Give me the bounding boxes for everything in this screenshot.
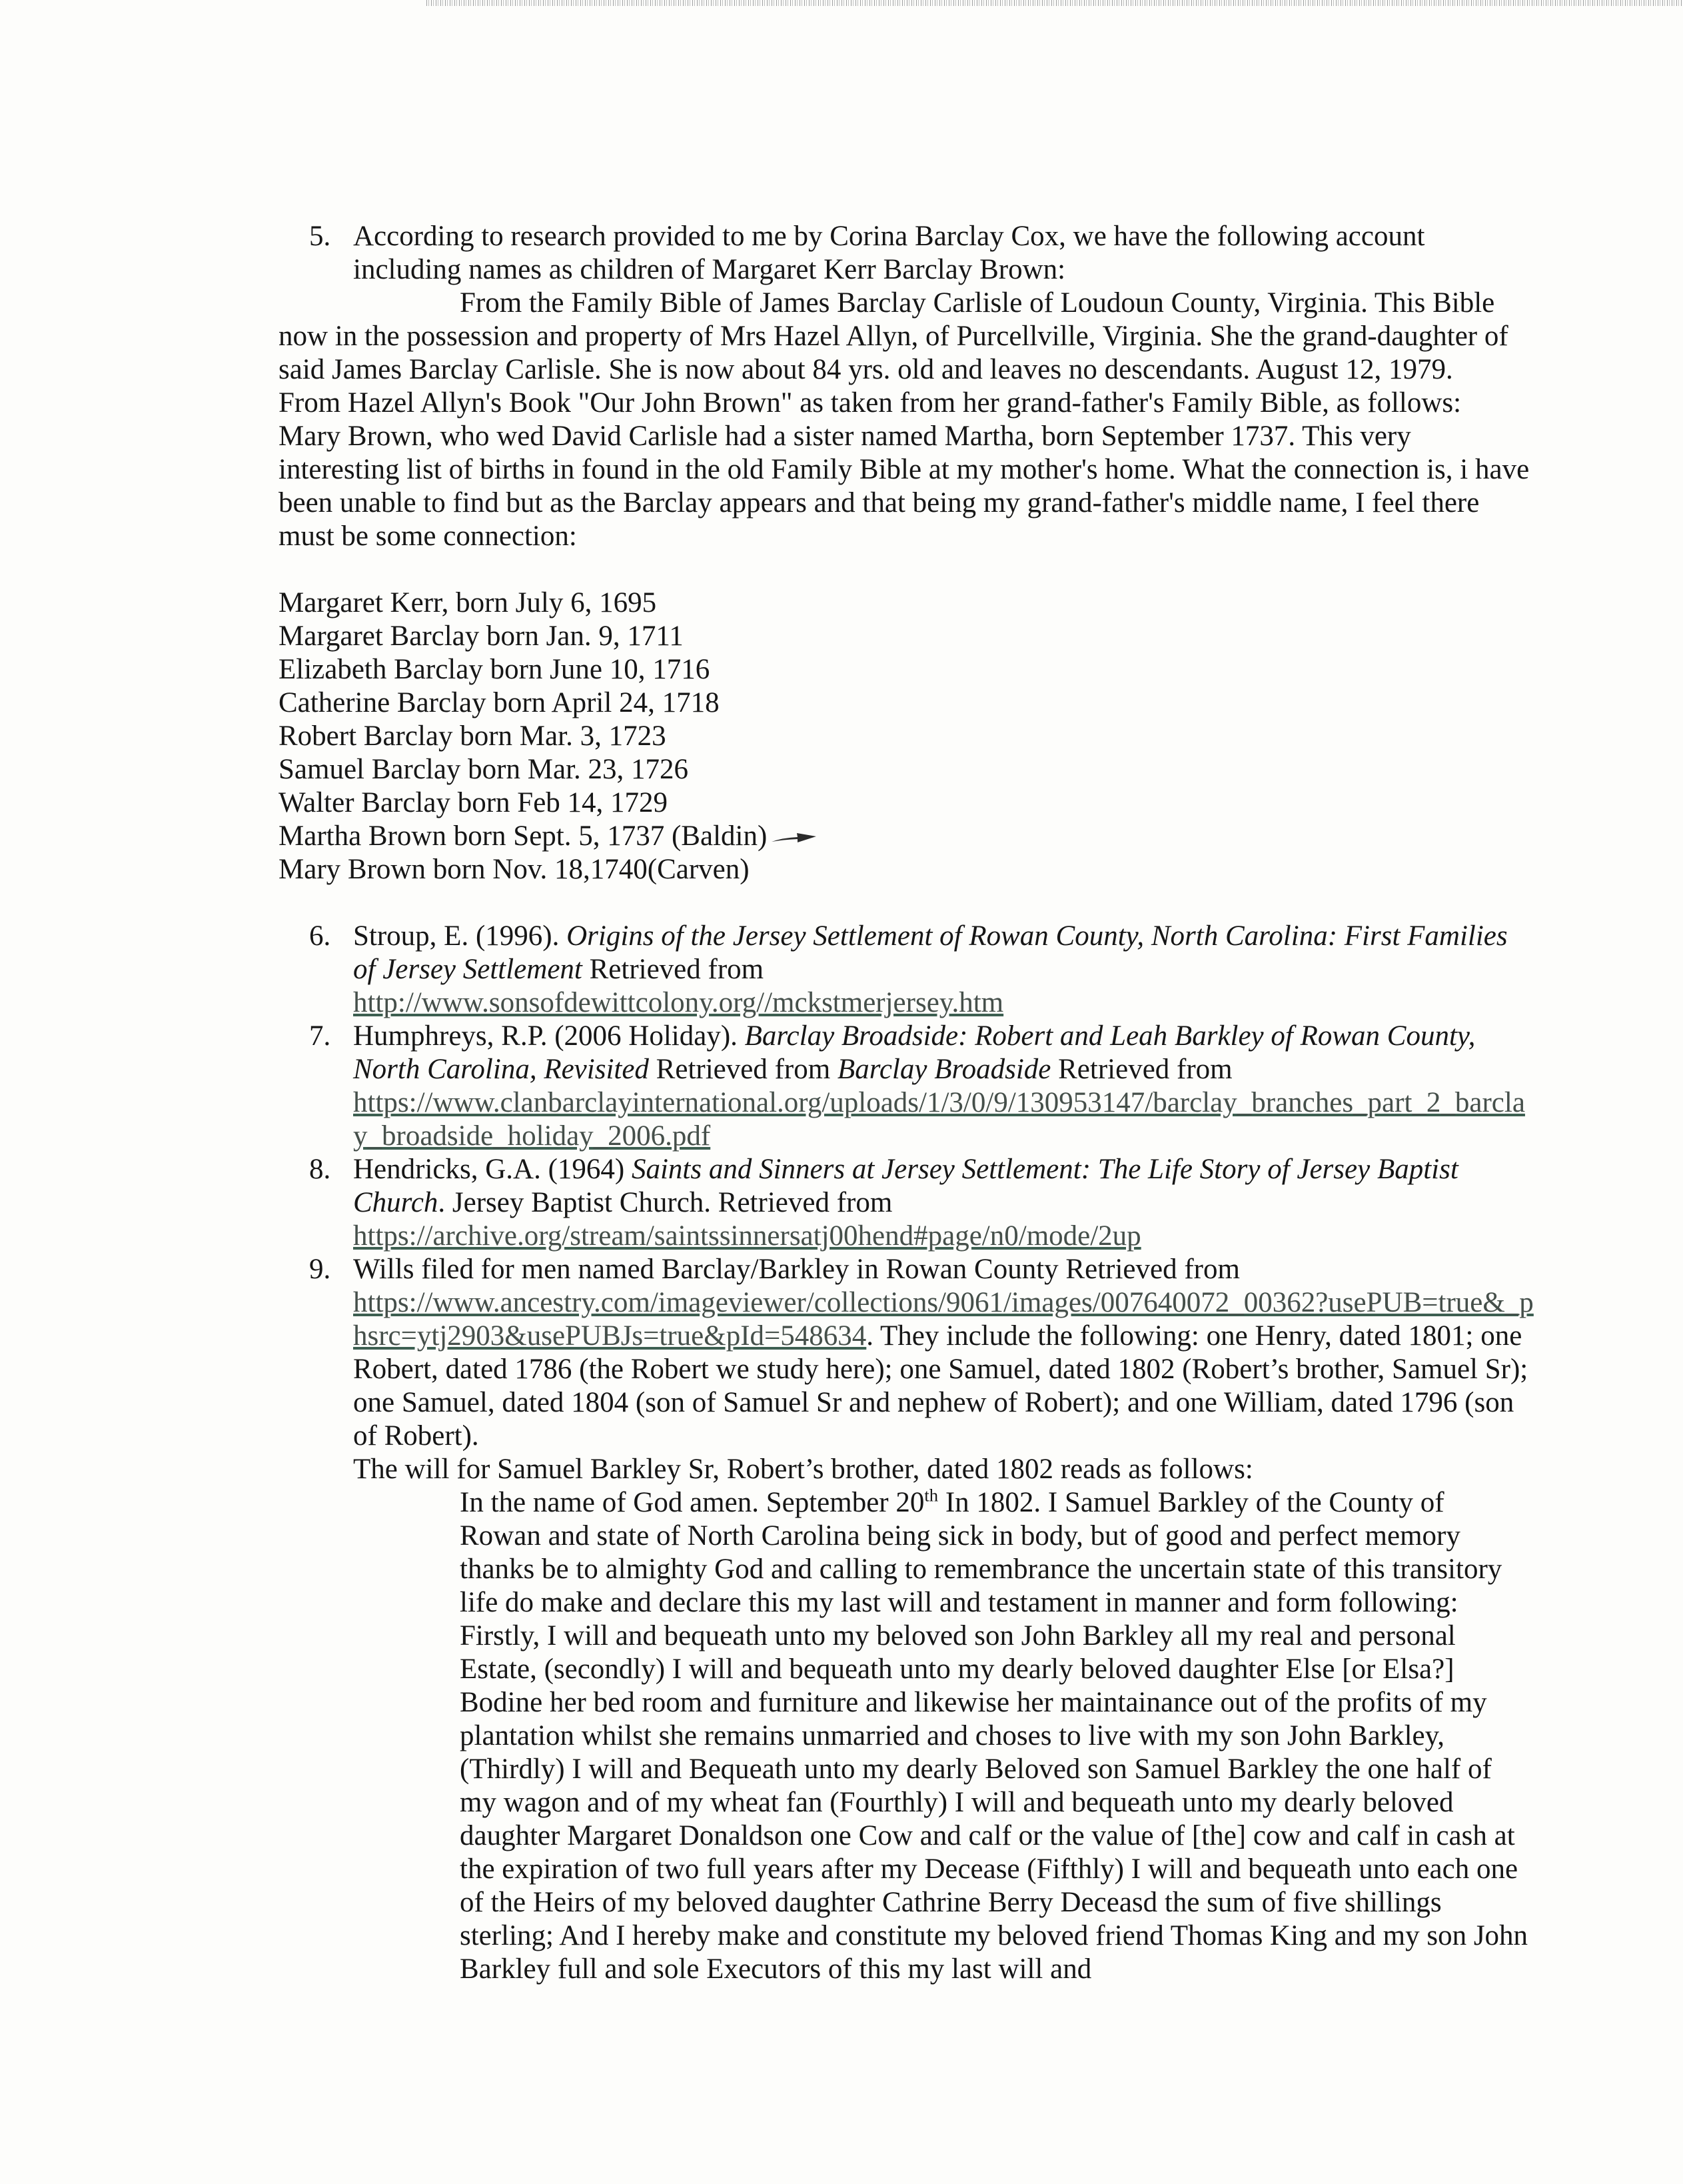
reference-9-link-line	[353, 1286, 1535, 1453]
reference-item-6	[309, 920, 1535, 1020]
reference-item-9	[309, 1253, 1535, 1986]
reference-link-9[interactable]: https://www.ancestry.com/imageviewer/collections/9061/images/007640072_00362?usePUB=true&_phsrc=ytj2903&usePUBJs=true&pId=548634	[353, 1287, 1534, 1352]
reference-link-7[interactable]: https://www.clanbarclayinternational.org/uploads/1/3/0/9/130953147/barclay_branches_part_2_barclay_broadside_holiday_2006.pdf	[353, 1087, 1525, 1152]
list-item-5	[309, 220, 1535, 287]
birth-record: Samuel Barclay born Mar. 23, 1726	[279, 754, 689, 785]
reference-6-text	[353, 920, 1535, 1020]
will-intro-line: The will for Samuel Barkley Sr, Robert’s brother, dated 1802 reads as follows:	[353, 1454, 1253, 1485]
birth-record	[279, 820, 1535, 853]
reference-9-text	[353, 1253, 1535, 1986]
birth-record: Margaret Barclay born Jan. 9, 1711	[279, 620, 684, 652]
reference-7-text	[353, 1020, 1535, 1153]
reference-item-8	[309, 1153, 1535, 1253]
scan-artifact-top-edge	[426, 0, 1683, 6]
birth-record: Catherine Barclay born April 24, 1718	[279, 687, 720, 718]
bible-quote-paragraph-3: Mary Brown, who wed David Carlisle had a sister named Martha, born September 1737. This very interesting list of births in found in the old Family Bible at my mother's home. What the connection is, i have been unable to find but as the Barclay appears and that being my grand-father's middle name, I feel there must be some connection:	[279, 421, 1530, 552]
bible-quote-paragraph-1: From the Family Bible of James Barclay Carlisle of Loudoun County, Virginia. This Bible now in the possession and property of Mrs Hazel Allyn, of Purcellville, Virginia. She the grand-daughter of said James Barclay Carlisle. She is now about 84 yrs. old and leaves no descendants. August 12, 1979.	[279, 287, 1508, 385]
reference-6-retrieved: Retrieved from	[582, 954, 764, 985]
list-number-8: 8.	[309, 1154, 331, 1185]
list-number-7: 7.	[309, 1020, 331, 1052]
reference-9-intro: Wills filed for men named Barclay/Barkley in Rowan County Retrieved from	[353, 1254, 1240, 1285]
will-text-body: In 1802. I Samuel Barkley of the County of Rowan and state of North Carolina being sick in body, but of good and perfect memory thanks be to almighty God and calling to remembrance the uncertain state of this transitory life do make and declare this my last will and testament in manner and form following: Firstly, I will and bequeath unto my beloved son John Barkley all my real and personal Estate, (secondly) I will and bequeath unto my dearly beloved daughter Else [or Elsa?] Bodine her bed room and furniture and likewise her maintainance out of the profits of my plantation whilst she remains unmarried and choses to live with my son John Barkley, (Thirdly) I will and Bequeath unto my dearly Beloved son Samuel Barkley the one half of my wagon and of my wheat fan (Fourthly) I will and bequeath unto my dearly beloved daughter Margaret Donaldson one Cow and calf or the value of [the] cow and calf in cash at the expiration of two full years after my Decease (Fifthly) I will and bequeath unto each one of the Heirs of my beloved daughter Cathrine Berry Deceasd the sum of five shillings sterling; And I hereby make and constitute my beloved friend Thomas King and my son John Barkley full and sole Executors of this my last will and	[460, 1487, 1528, 1985]
reference-8-author: Hendricks, G.A. (1964)	[353, 1154, 632, 1185]
birth-record: Mary Brown born Nov. 18,1740(Carven)	[279, 854, 750, 885]
will-text-block	[460, 1486, 1528, 1986]
list-number-5: 5.	[309, 221, 331, 252]
reference-8-retrieved: . Jersey Baptist Church. Retrieved from	[438, 1187, 893, 1218]
will-text-start: In the name of God amen. September 20	[460, 1487, 925, 1518]
reference-7-title: Barclay Broadside: Robert and Leah Barkley of Rowan County, North Carolina, Revisited	[353, 1020, 1476, 1085]
birth-record: Walter Barclay born Feb 14, 1729	[279, 787, 668, 818]
reference-7-retrieved-2: Retrieved from	[1051, 1054, 1233, 1085]
reference-7-title-2: Barclay Broadside	[837, 1054, 1051, 1085]
birth-record: Robert Barclay born Mar. 3, 1723	[279, 720, 666, 752]
bible-quote-paragraph-2: From Hazel Allyn's Book "Our John Brown" as taken from her grand-father's Family Bible, as follows:	[279, 387, 1462, 419]
list-number-9: 9.	[309, 1254, 331, 1285]
reference-8-text	[353, 1153, 1535, 1253]
reference-link-6[interactable]: http://www.sonsofdewittcolony.org//mckstmerjersey.htm	[353, 987, 1004, 1018]
birth-record: Margaret Kerr, born July 6, 1695	[279, 587, 657, 618]
reference-link-8[interactable]: https://archive.org/stream/saintssinnersatj00hend#page/n0/mode/2up	[353, 1220, 1141, 1252]
reference-9-continuation: . They include the following: one Henry, dated 1801; one Robert, dated 1786 (the Robert we study here); one Samuel, dated 1802 (Robert’s brother, Samuel Sr); one Samuel, dated 1804 (son of Samuel Sr and nephew of Robert); and one William, dated 1796 (son of Robert).	[353, 1320, 1528, 1452]
reference-7-retrieved: Retrieved from	[648, 1054, 838, 1085]
birth-record-text: Martha Brown born Sept. 5, 1737 (Baldin)	[279, 820, 768, 852]
reference-8-title: Saints and Sinners at Jersey Settlement: The Life Story of Jersey Baptist Church	[353, 1154, 1458, 1218]
reference-6-author: Stroup, E. (1996).	[353, 920, 567, 952]
births-list	[279, 586, 1535, 886]
reference-item-7	[309, 1020, 1535, 1153]
pen-arrow-icon	[771, 829, 818, 846]
item-5-text: According to research provided to me by Corina Barclay Cox, we have the following account including names as children of Margaret Kerr Barclay Brown:	[353, 221, 1425, 285]
reference-7-author: Humphreys, R.P. (2006 Holiday).	[353, 1020, 745, 1052]
list-number-6: 6.	[309, 920, 331, 952]
ordinal-superscript: th	[924, 1485, 939, 1506]
reference-6-title: Origins of the Jersey Settlement of Rowan County, North Carolina: First Families of Jersey Settlement	[353, 920, 1508, 985]
birth-record: Elizabeth Barclay born June 10, 1716	[279, 654, 710, 685]
